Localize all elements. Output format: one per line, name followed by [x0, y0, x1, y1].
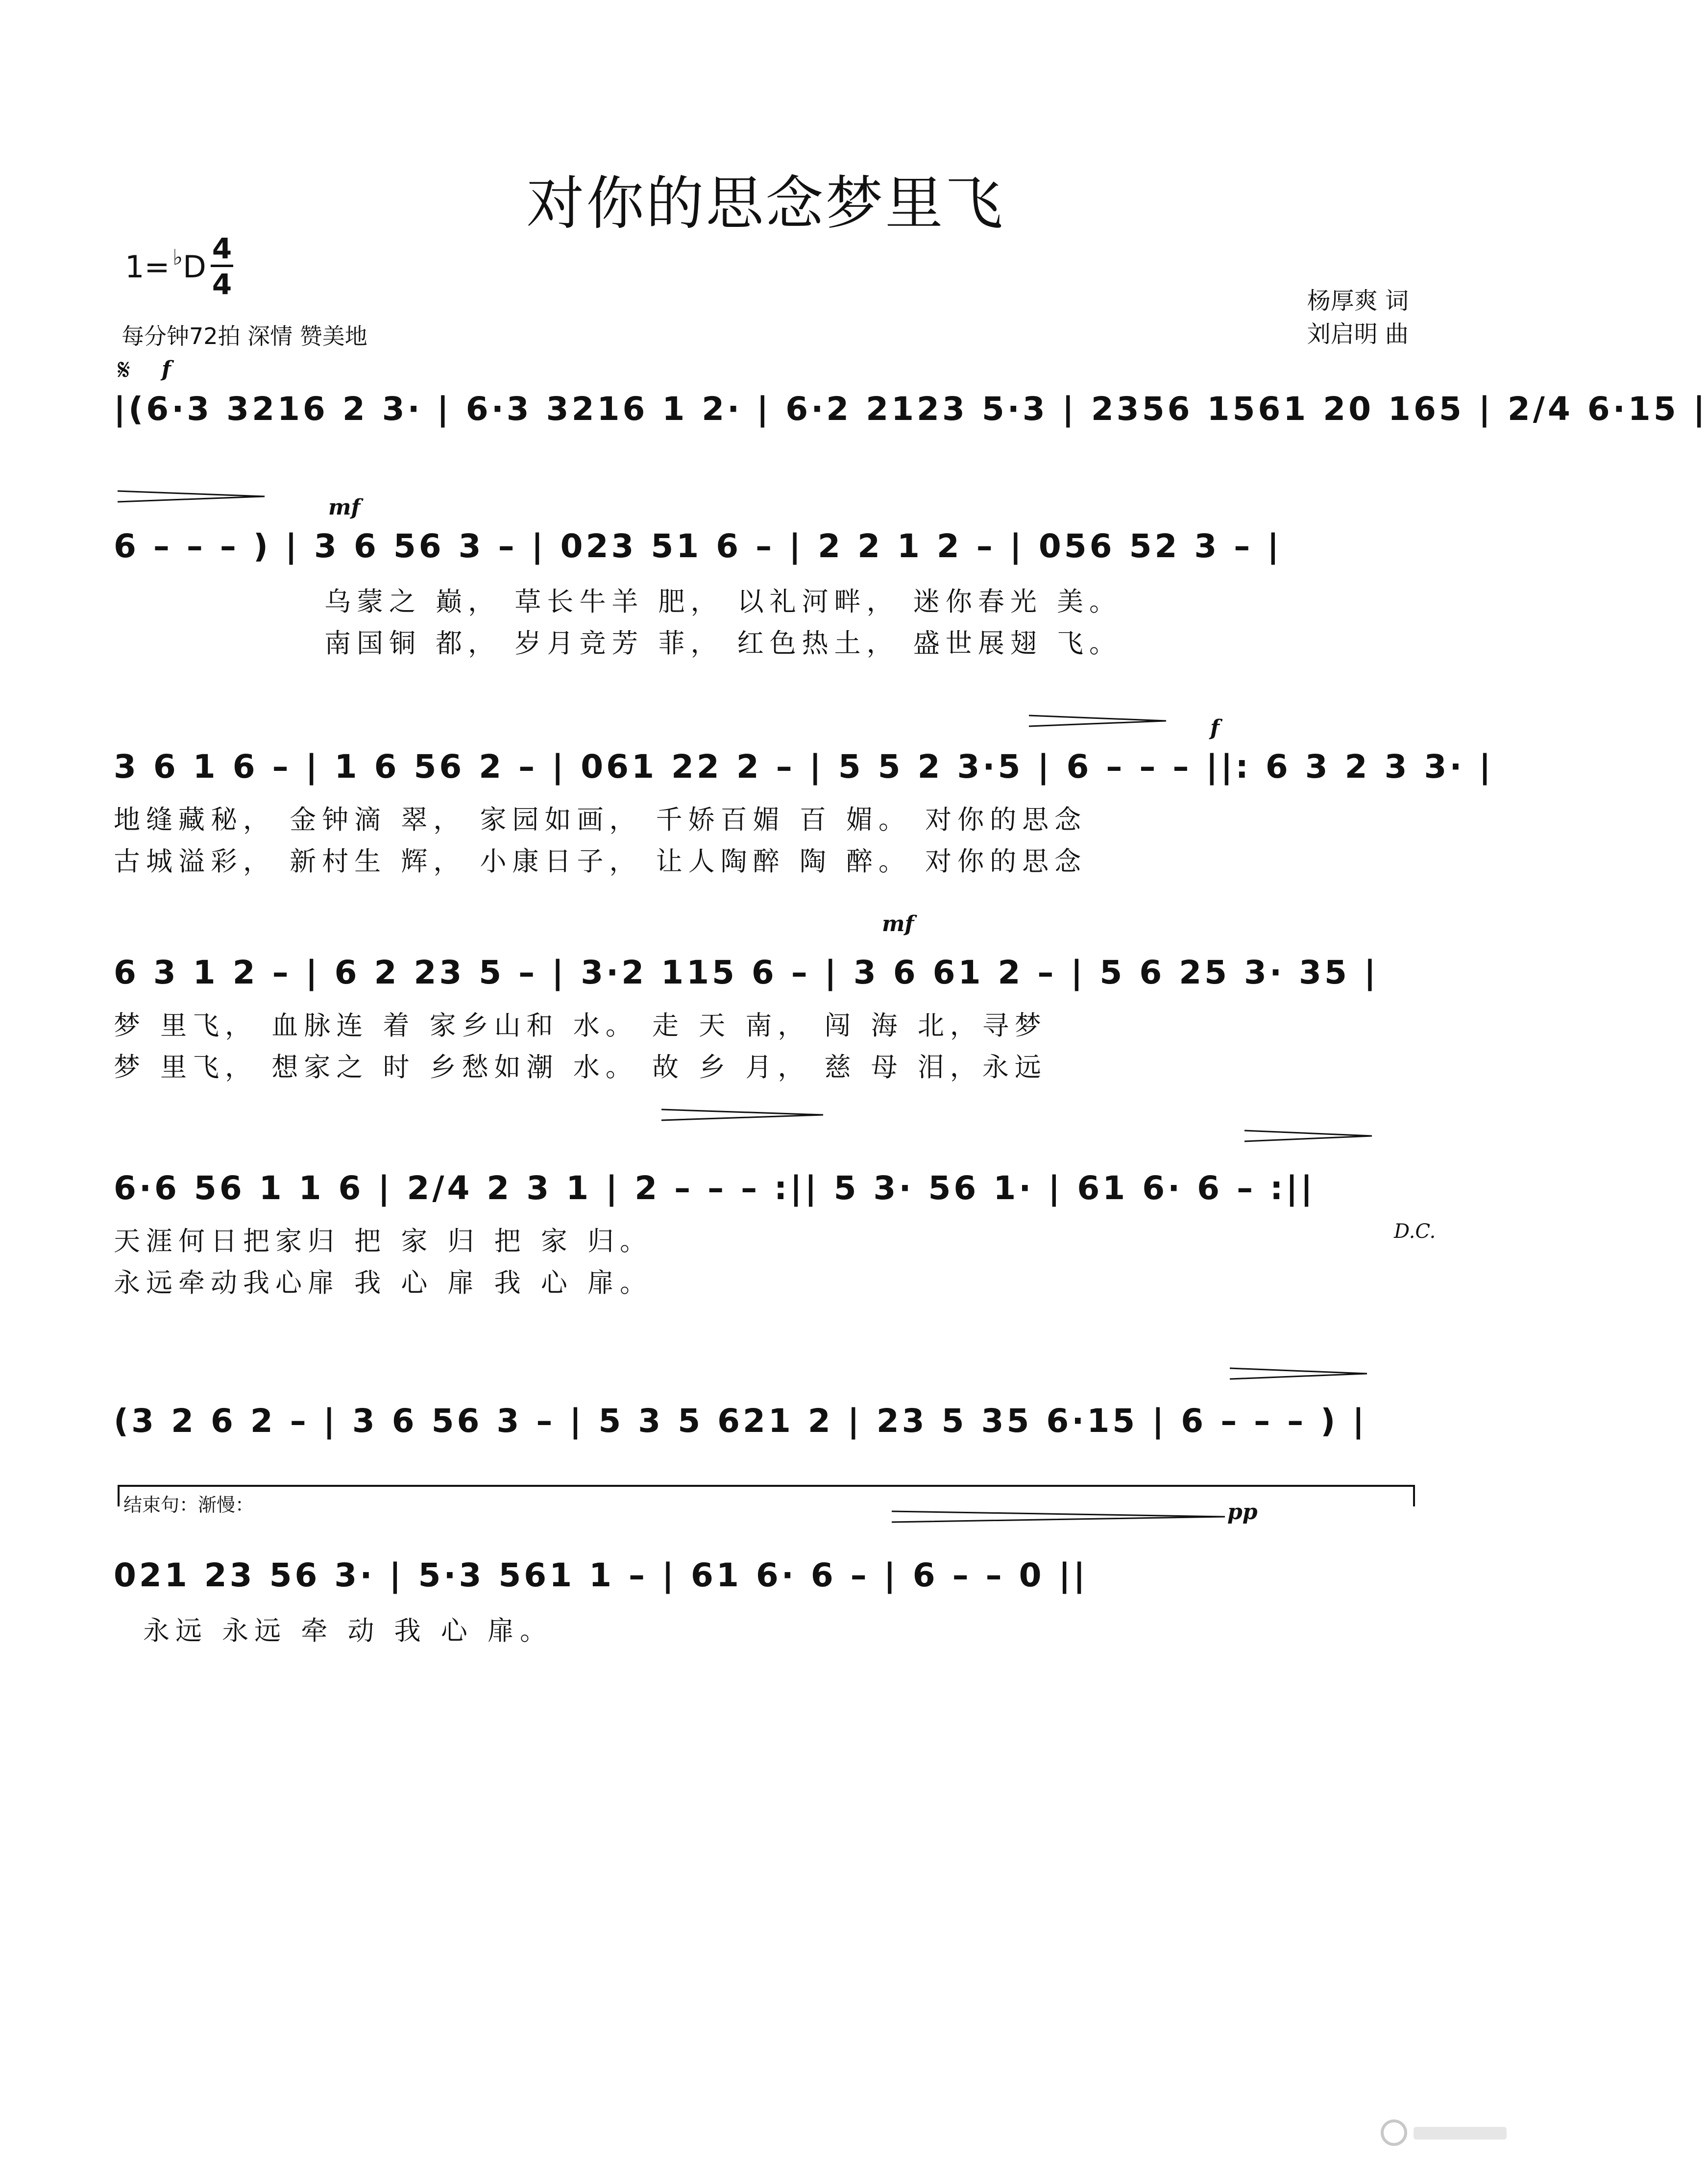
- notation-line: |(6·3 3216 2 3· | 6·3 3216 1 2· | 6·2 2123 5·3 | 2356 1561 20 165 | 2/4 6·15 |: [114, 390, 1708, 428]
- score-line-1: [114, 382, 1708, 461]
- notation-line: 6·6 56 1 1 6 | 2/4 2 3 1 | 2 – – – :|| 5 3· 56 1· | 61 6· 6 – :||: [114, 1169, 1316, 1207]
- dynamic-mezzo-forte: mf: [328, 495, 361, 520]
- lyric-verse-2: 永远牵动我心扉 我 心 扉 我 心 扉。: [114, 1267, 652, 1298]
- key-signature: [125, 245, 206, 285]
- tempo-marking: 每分钟72拍 深情 赞美地: [122, 323, 367, 349]
- time-denominator: 4: [212, 268, 232, 301]
- decrescendo-hairpin: [892, 1510, 1225, 1523]
- lyric-verse-1: 地缝藏秘， 金钟滴 翠， 家园如画， 千娇百媚 百 媚。 对你的思念: [114, 804, 1087, 835]
- decrescendo-hairpin: [1230, 1367, 1367, 1380]
- lyric-verse-1: 乌蒙之 巅， 草长牛羊 肥， 以礼河畔， 迷你春光 美。: [324, 586, 1122, 617]
- lyric-verse-2: 梦 里飞， 想家之 时 乡愁如潮 水。 故 乡 月， 慈 母 泪，永远: [114, 1052, 1047, 1083]
- ending-bracket: [118, 1485, 1415, 1506]
- lyric-verse-1: 天涯何日把家归 把 家 归 把 家 归。: [114, 1226, 652, 1256]
- decrescendo-hairpin: [118, 490, 265, 503]
- lyric-verse-2: 古城溢彩， 新村生 辉， 小康日子， 让人陶醉 陶 醉。 对你的思念: [114, 846, 1087, 877]
- lyric-verse-1: 梦 里飞， 血脉连 着 家乡山和 水。 走 天 南， 闯 海 北，寻梦: [114, 1010, 1047, 1041]
- dynamic-forte: f: [162, 357, 171, 382]
- flat-sign: ♭: [172, 245, 183, 270]
- dynamic-mezzo-forte: mf: [882, 911, 914, 936]
- credits: [1307, 284, 1409, 351]
- score-line-6: [114, 1394, 1419, 1473]
- score-line-2: [114, 519, 1419, 671]
- lyricist: 杨厚爽 词: [1307, 287, 1409, 315]
- score-line-7: [114, 1549, 1419, 1661]
- key-prefix: 1=: [125, 249, 170, 285]
- time-numerator: 4: [211, 234, 233, 267]
- decrescendo-hairpin: [1244, 1130, 1372, 1142]
- notation-line: 6 3 1 2 – | 6 2 23 5 – | 3·2 115 6 – | 3 6 61 2 – | 5 6 25 3· 35 |: [114, 954, 1379, 991]
- dynamic-forte: f: [1210, 715, 1220, 740]
- ending-label: 结束句：渐慢：: [123, 1494, 254, 1516]
- lyric-verse-1: 永远 永远 牵 动 我 心 扉。: [143, 1615, 552, 1646]
- decrescendo-hairpin: [1029, 714, 1166, 727]
- notation-line: (3 2 6 2 – | 3 6 56 3 – | 5 3 5 621 2 | 23 5 35 6·15 | 6 – – – ) |: [114, 1402, 1367, 1440]
- score-line-5: [114, 1161, 1419, 1313]
- dynamic-pianissimo: pp: [1227, 1500, 1258, 1525]
- score-line-4: [114, 946, 1419, 1098]
- lyric-verse-2: 南国铜 都， 岁月竞芳 菲， 红色热土， 盛世展翅 飞。: [324, 628, 1122, 659]
- site-logo-watermark: [1379, 2113, 1516, 2152]
- decrescendo-hairpin: [661, 1108, 823, 1121]
- score-line-3: [114, 740, 1494, 892]
- key-note: D: [183, 249, 206, 285]
- notation-line: 3 6 1 6 – | 1 6 56 2 – | 061 22 2 – | 5 5 2 3·5 | 6 – – – ||: 6 3 2 3 3· |: [114, 748, 1494, 786]
- notation-line: 6 – – – ) | 3 6 56 3 – | 023 51 6 – | 2 2 1 2 – | 056 52 3 – |: [114, 527, 1282, 565]
- da-capo-mark: D.C.: [1394, 1220, 1436, 1243]
- song-title: 对你的思念梦里飞: [526, 170, 1005, 237]
- notation-line: 021 23 56 3· | 5·3 561 1 – | 61 6· 6 – | 6 – – 0 ||: [114, 1556, 1088, 1594]
- segno-sign: 𝄋: [118, 353, 130, 387]
- time-signature: [211, 232, 233, 301]
- composer: 刘启明 曲: [1307, 320, 1409, 348]
